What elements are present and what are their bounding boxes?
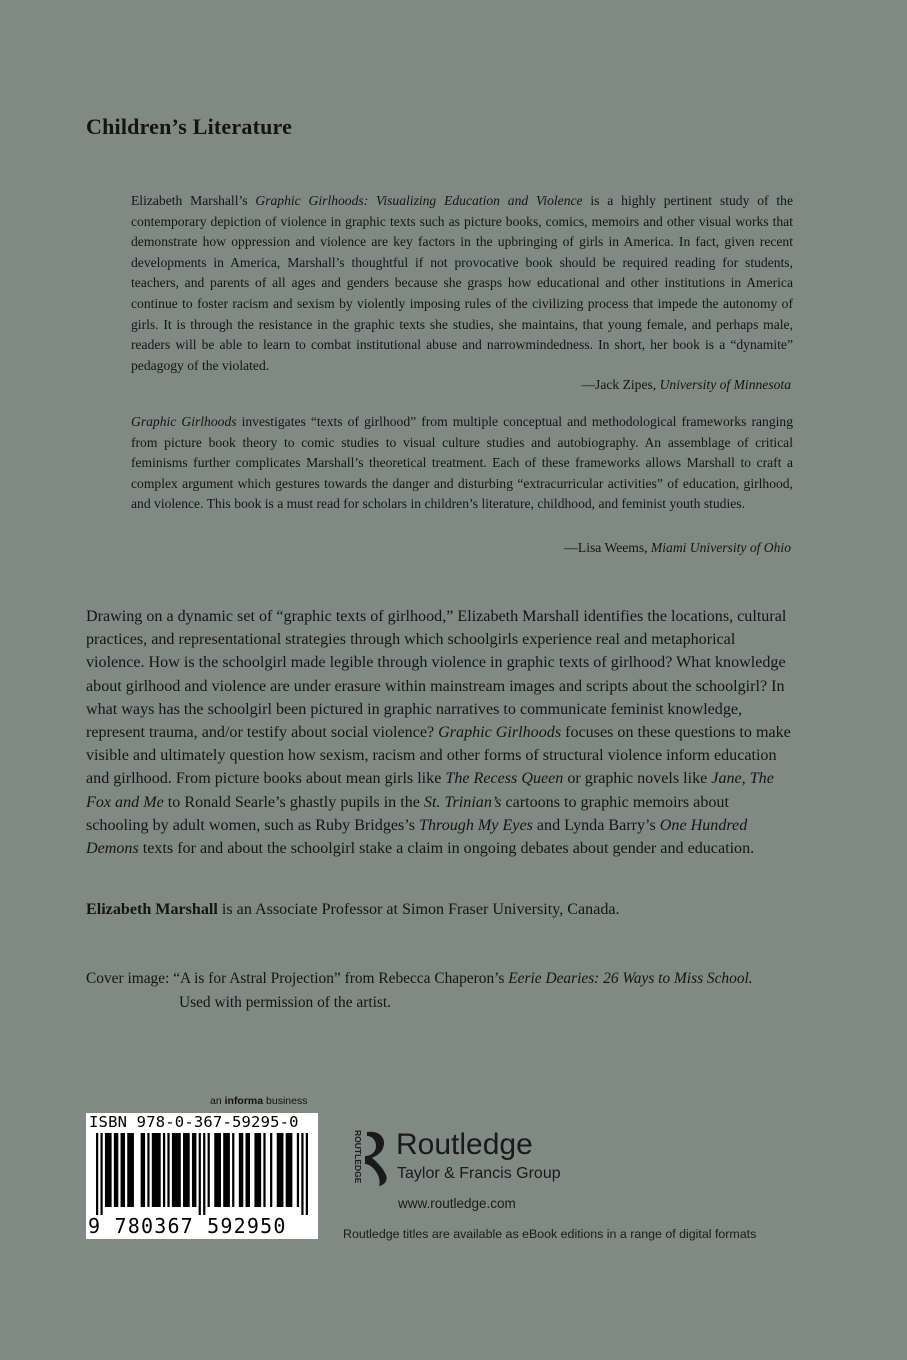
book-description: [86, 605, 792, 860]
isbn-label: ISBN 978-0-367-59295-0: [89, 1113, 299, 1131]
isbn-barcode: [86, 1113, 318, 1239]
barcode-bar: [254, 1133, 261, 1207]
italic-title: Graphic Girlhoods: [438, 724, 562, 742]
endorser-affiliation: Miami University of Ohio: [650, 540, 791, 555]
barcode-bar: [121, 1133, 125, 1207]
informa-suffix: business: [263, 1095, 308, 1107]
publisher-group: Taylor & Francis Group: [397, 1165, 561, 1182]
cover-credit-text: “A is for Astral Projection” from Rebecca Chaperon’s: [169, 970, 509, 987]
informa-prefix: an: [210, 1095, 225, 1107]
text-segment: and Lynda Barry’s: [532, 816, 660, 834]
routledge-vertical-wordmark: ROUTLEDGE: [353, 1130, 363, 1184]
author-bio-text: is an Associate Professor at Simon Fraser University, Canada.: [217, 901, 620, 918]
routledge-logo-icon: [345, 1128, 393, 1195]
barcode-bar: [172, 1133, 181, 1207]
endorsement-attribution-2: [564, 538, 791, 558]
italic-title: One Hundred Demons: [86, 816, 748, 858]
endorser-name: —Lisa Weems,: [564, 540, 651, 555]
endorsement-quote-2: [131, 412, 793, 515]
barcode-bar: [127, 1133, 134, 1207]
barcode-bar: [147, 1133, 149, 1207]
barcode-bar: [263, 1133, 265, 1207]
barcode-bar: [152, 1133, 161, 1207]
text-segment: to Ronald Searle’s ghastly pupils in the: [163, 793, 424, 811]
endorser-affiliation: University of Minnesota: [659, 377, 791, 392]
barcode-bar: [214, 1133, 221, 1207]
category-heading: Children’s Literature: [86, 114, 293, 139]
barcode-bar: [100, 1133, 102, 1215]
barcode-bar: [306, 1133, 308, 1215]
barcode-bar: [301, 1133, 303, 1215]
informa-brand: informa: [224, 1095, 264, 1107]
italic-title: Jane, The Fox and Me: [86, 770, 774, 811]
author-name: Elizabeth Marshall: [86, 901, 218, 918]
barcode-bar: [286, 1133, 293, 1207]
cover-artwork-title: Eerie Dearies: 26 Ways to Miss School.: [508, 970, 753, 987]
barcode-bar: [167, 1133, 169, 1207]
barcode-bar: [114, 1133, 118, 1207]
barcode-bar: [232, 1133, 234, 1207]
text-segment: cartoons to graphic memoirs about schooling by adult women, such as Ruby Bridges’s: [86, 793, 729, 834]
italic-title: Graphic Girlhoods: [131, 414, 237, 429]
italic-title: Through My Eyes: [419, 816, 533, 834]
text-segment: texts for and about the schoolgirl stake a claim in ongoing debates about gender and education.: [138, 840, 755, 858]
barcode-bar: [105, 1133, 112, 1207]
text-segment: or graphic novels like: [563, 770, 712, 788]
italic-title: Graphic Girlhoods: Visualizing Education and Violence: [255, 193, 583, 208]
cover-credit-line-2: Used with permission of the artist.: [179, 994, 392, 1011]
barcode-bar: [141, 1133, 145, 1207]
author-bio: [86, 901, 620, 919]
barcode-bar: [203, 1133, 205, 1215]
barcode-bar: [239, 1133, 243, 1207]
barcode-bar: [183, 1133, 190, 1207]
text-segment: Elizabeth Marshall’s: [131, 193, 256, 208]
barcode-bar: [208, 1133, 210, 1207]
ebook-availability-note: Routledge titles are available as eBook editions in a range of digital formats: [343, 1227, 757, 1241]
italic-title: The Recess Queen: [445, 770, 564, 788]
informa-tagline: [210, 1095, 307, 1107]
text-segment: focuses on these questions to make visible and ultimately question how sexism, racism and other forms of structural violence inform education and girlhood. From picture books about mean girls like: [86, 724, 791, 788]
text-segment: is a highly pertinent study of the contemporary depiction of violence in graphic texts such as picture books, comics, memoirs and other visual works that demonstrate how oppression and violence are key factors in the upbringing of girls in America. In fact, given recent developments in America, Marshall’s thoughtful if not provocative book should be required reading for students, teachers, and parents of all ages and genders because she grasps how educational and other institutions in America continue to foster racism and sexism by violently imposing rules of the civilizing process that impede the autonomy of girls. It is through the resistance in the graphic texts she studies, she maintains, that young female, and perhaps male, readers will be able to learn to combat institutional abuse and narrowmindedness. In short, her book is a “dynamite” pedagogy of the violated.: [131, 193, 793, 373]
barcode-bar: [192, 1133, 196, 1207]
text-segment: investigates “texts of girlhood” from multiple conceptual and methodological frameworks ranging from picture book theory to comic studies to visual culture studies and autobiography. An assemblage of critical feminisms further complicates Marshall’s theoretical treatment. Each of these frameworks allows Marshall to craft a complex argument which gestures towards the danger and disturbing “extracurricular activities” of education, girlhood, and violence. This book is a must read for scholars in children’s literature, childhood, and feminist youth studies.: [131, 414, 793, 512]
cover-credit-label: Cover image:: [86, 970, 170, 987]
italic-title: St. Trinian’s: [423, 793, 502, 811]
publisher-name: Routledge: [396, 1128, 533, 1161]
barcode-bar: [297, 1133, 299, 1207]
barcode-bars-icon: [96, 1133, 308, 1215]
endorser-name: —Jack Zipes,: [581, 377, 660, 392]
endorsement-attribution-1: [581, 375, 791, 395]
barcode-bar: [96, 1133, 98, 1215]
barcode-bar: [246, 1133, 250, 1207]
barcode-digits: 9 780367 592950: [88, 1214, 287, 1238]
barcode-bar: [223, 1133, 230, 1207]
text-segment: Drawing on a dynamic set of “graphic texts of girlhood,” Elizabeth Marshall identifies the locations, cultural practices, and representational strategies through which schoolgirls experience real and metaphorical violence. How is the schoolgirl made legible through violence in graphic texts of girlhood? What knowledge about girlhood and violence are under erasure within mainstream images and scripts about the schoolgirl? In what ways has the schoolgirl been pictured in graphic narratives to communicate feminist knowledge, represent trauma, and/or testify about social violence?: [86, 608, 787, 742]
publisher-url: www.routledge.com: [398, 1196, 516, 1211]
barcode-bar: [163, 1133, 165, 1207]
barcode-bar: [277, 1133, 284, 1207]
cover-credit-line-1: [86, 970, 753, 988]
endorsement-quote-1: [131, 191, 793, 376]
barcode-bar: [270, 1133, 272, 1207]
barcode-bar: [199, 1133, 201, 1215]
